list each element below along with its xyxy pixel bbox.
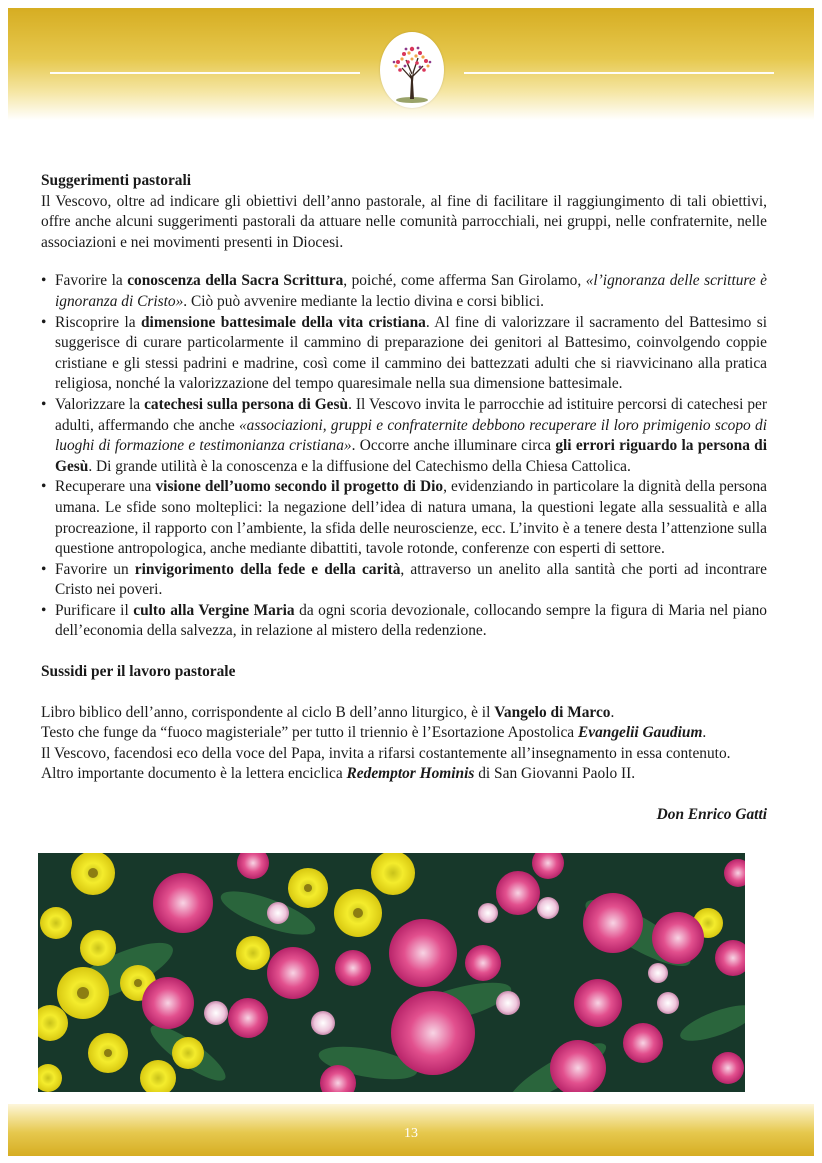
flowers-photo — [38, 853, 745, 1092]
section-heading-suggerimenti: Suggerimenti pastorali — [41, 172, 192, 189]
logo-emblem — [380, 32, 444, 108]
tree-logo-icon — [380, 32, 444, 108]
flowers-image — [38, 853, 745, 1092]
list-item: • Purificare il culto alla Vergine Maria da ogni scoria devozionale, collocando sempre la figura di Maria nel piano dell’economia della salvezza, in relazione al mistero della redenzione. — [41, 601, 767, 642]
article-body — [41, 171, 767, 841]
author-signature: Don Enrico Gatti — [656, 806, 767, 824]
sussidi-line: Altro importante documento è la lettera enciclica Redemptor Hominis di San Giovanni Paolo II. — [41, 765, 636, 783]
list-item: • Riscoprire la dimensione battesimale della vita cristiana. Al fine di valorizzare il sacramento del Battesimo si suggerisce di curare particolarmente il cammino di preparazione dei genitori al Battesimo, coinvolgendo coppie cristiane e gli stessi padrini e madrine, così come il cammino dei battezzati adulti che si riavvicinano alla pratica religiosa, nonché la valorizzazione del tempo quaresimale nella sua dimensione battesimale. — [41, 313, 767, 395]
header-band — [8, 8, 814, 120]
list-item: • Recuperare una visione dell’uomo secondo il progetto di Dio, evidenziando in particolare la dignità della persona umana. Le sfide sono molteplici: la negazione dell’idea di natura umana, la questioni legate alla sessualità e alla procreazione, il rapporto con l’ambiente, la sfida delle neuroscienze, ecc. L’invito è a tenere desta l’attenzione sulla questione antropologica, anche mediante dibattiti, tavole rotonde, conferenze con esperti di settore. — [41, 477, 767, 559]
page-number: 13 — [404, 1126, 418, 1141]
sussidi-line: Il Vescovo, facendosi eco della voce del Papa, invita a rifarsi costantemente all’insegnamento in essa contenuto. — [41, 744, 731, 762]
sussidi-line: Testo che funge da “fuoco magisteriale” per tutto il triennio è l’Esortazione Apostolica Evangelii Gaudium. — [41, 724, 707, 742]
section-sussidi — [41, 662, 767, 785]
footer-band — [8, 1104, 814, 1156]
intro-paragraph: Il Vescovo, oltre ad indicare gli obiettivi dell’anno pastorale, al fine di facilitare il raggiungimento di tali obiettivi, offre anche alcuni suggerimenti pastorali da attuare nelle comunità parrocchiali, nei gruppi, nelle confraternite, nelle associazioni e nei movimenti presenti in Diocesi. — [41, 192, 767, 251]
list-item: • Favorire la conoscenza della Sacra Scrittura, poiché, come afferma San Girolamo, «l’ignoranza delle scritture è ignoranza di Cristo». Ciò può avvenire mediante la lectio divina e corsi biblici. — [41, 271, 767, 312]
list-item: • Favorire un rinvigorimento della fede e della carità, attraverso un anelito alla santità che porti ad incontrare Cristo nei poveri. — [41, 560, 767, 601]
spacer — [41, 683, 767, 703]
header-divider-left — [50, 72, 360, 74]
sussidi-line: Libro biblico dell’anno, corrispondente al ciclo B dell’anno liturgico, è il Vangelo di Marco. — [41, 703, 615, 721]
list-item: • Valorizzare la catechesi sulla persona di Gesù. Il Vescovo invita le parrocchie ad istituire percorsi di catechesi per adulti, affermando che anche «associazioni, gruppi e confraternite debbono recuperare il loro primigenio scopo di luoghi di formazione e testimonianza cristiana». Occorre anche illuminare circa gli errori riguardo la persona di Gesù. Di grande utilità è la conoscenza e la diffusione del Catechismo della Chiesa Cattolica. — [41, 395, 767, 477]
header-divider-right — [464, 72, 774, 74]
suggestions-list — [41, 271, 767, 642]
section-heading-sussidi: Sussidi per il lavoro pastorale — [41, 663, 236, 681]
